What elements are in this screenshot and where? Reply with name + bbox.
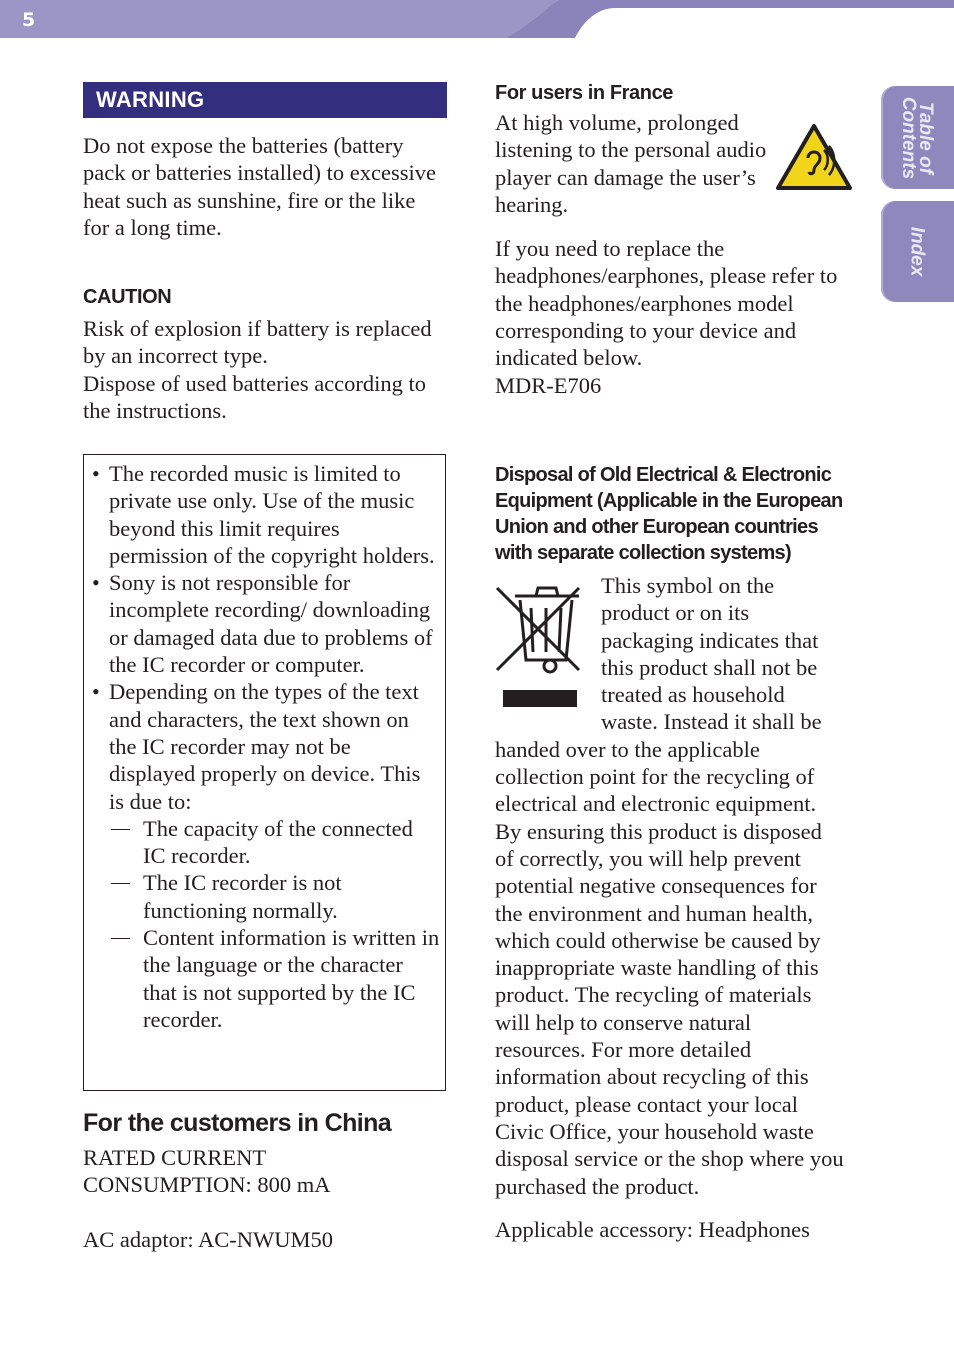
france-model: MDR-E706 bbox=[495, 372, 602, 398]
tab-table-of-contents[interactable] bbox=[881, 86, 954, 189]
caution-heading: CAUTION bbox=[83, 286, 172, 308]
disposal-section bbox=[495, 462, 845, 1243]
list-item: — The capacity of the connected IC recorder. bbox=[109, 815, 440, 870]
disposal-accessory: Applicable accessory: Headphones bbox=[495, 1216, 810, 1242]
list-item bbox=[84, 678, 440, 1033]
tab-index[interactable] bbox=[881, 201, 954, 302]
caution-line1: Risk of explosion if battery is replaced by an incorrect type. bbox=[83, 316, 432, 369]
crossed-bin-icon bbox=[493, 574, 601, 710]
list-item: — Content information is written in the language or the character that is not supported by the IC recorder. bbox=[109, 924, 440, 1033]
notice-box bbox=[83, 454, 446, 1091]
tab-index-label: Index bbox=[906, 226, 928, 277]
tab-toc-line1: Table of bbox=[915, 101, 936, 174]
warning-section bbox=[83, 82, 447, 241]
france-text-2: If you need to replace the headphones/earphones, please refer to the headphones/earphones model corresponding to your device and indicated below. bbox=[495, 236, 838, 371]
disposal-text: This symbol on the product or on its packaging indicates that this product shall not be treated as household waste. Instead it shall be handed over to the applicable collection point for the recycling of electrical and electronic equipment. By ensuring this product is disposed of correctly, you will help prevent potential negative consequences for the environment and human health, which could otherwise be caused by inappropriate waste handling of this product. The recycling of materials will help to conserve natural resources. For more detailed information about recycling of this product, please contact your local Civic Office, your household waste disposal service or the shop where you purchased the product. bbox=[495, 573, 844, 1199]
hearing-warning-icon bbox=[775, 122, 853, 192]
china-rated-current: RATED CURRENT CONSUMPTION: 800 mA bbox=[83, 1145, 331, 1198]
france-heading: For users in France bbox=[495, 82, 674, 104]
caution-line2: Dispose of used batteries according to the instructions. bbox=[83, 370, 427, 423]
page-number: 5 bbox=[22, 9, 36, 31]
list-item: — The IC recorder is not functioning normally. bbox=[109, 869, 440, 924]
list-item-text: Depending on the types of the text and characters, the text shown on the IC recorder may not be displayed properly on device. This is due to: bbox=[109, 679, 421, 814]
china-section bbox=[83, 1108, 447, 1253]
france-section bbox=[495, 80, 855, 399]
warning-heading: WARNING bbox=[83, 82, 447, 118]
disposal-body bbox=[495, 572, 845, 1200]
list-item: • The recorded music is limited to private use only. Use of the music beyond this limit requires permission of the copyright holders. bbox=[84, 460, 440, 569]
china-ac-adaptor: AC adaptor: AC-NWUM50 bbox=[83, 1226, 333, 1252]
notice-sub-list bbox=[109, 815, 440, 1033]
warning-text: Do not expose the batteries (battery pack or batteries installed) to excessive heat such as sunshine, fire or the like for a long time. bbox=[83, 133, 436, 240]
caution-section bbox=[83, 284, 447, 424]
tab-toc-line2: Contents bbox=[898, 96, 919, 179]
header-band bbox=[0, 0, 954, 40]
list-item: • Sony is not responsible for incomplete recording/ downloading or damaged data due to problems of the IC recorder or computer. bbox=[84, 569, 440, 678]
china-heading: For the customers in China bbox=[83, 1109, 392, 1137]
disposal-heading: Disposal of Old Electrical & Electronic Equipment (Applicable in the European Union and other European countries with separate collection systems) bbox=[495, 464, 843, 564]
france-text-1: At high volume, prolonged listening to the personal audio player can damage the user’s hearing. bbox=[495, 110, 767, 217]
notice-bullets bbox=[84, 460, 440, 1033]
